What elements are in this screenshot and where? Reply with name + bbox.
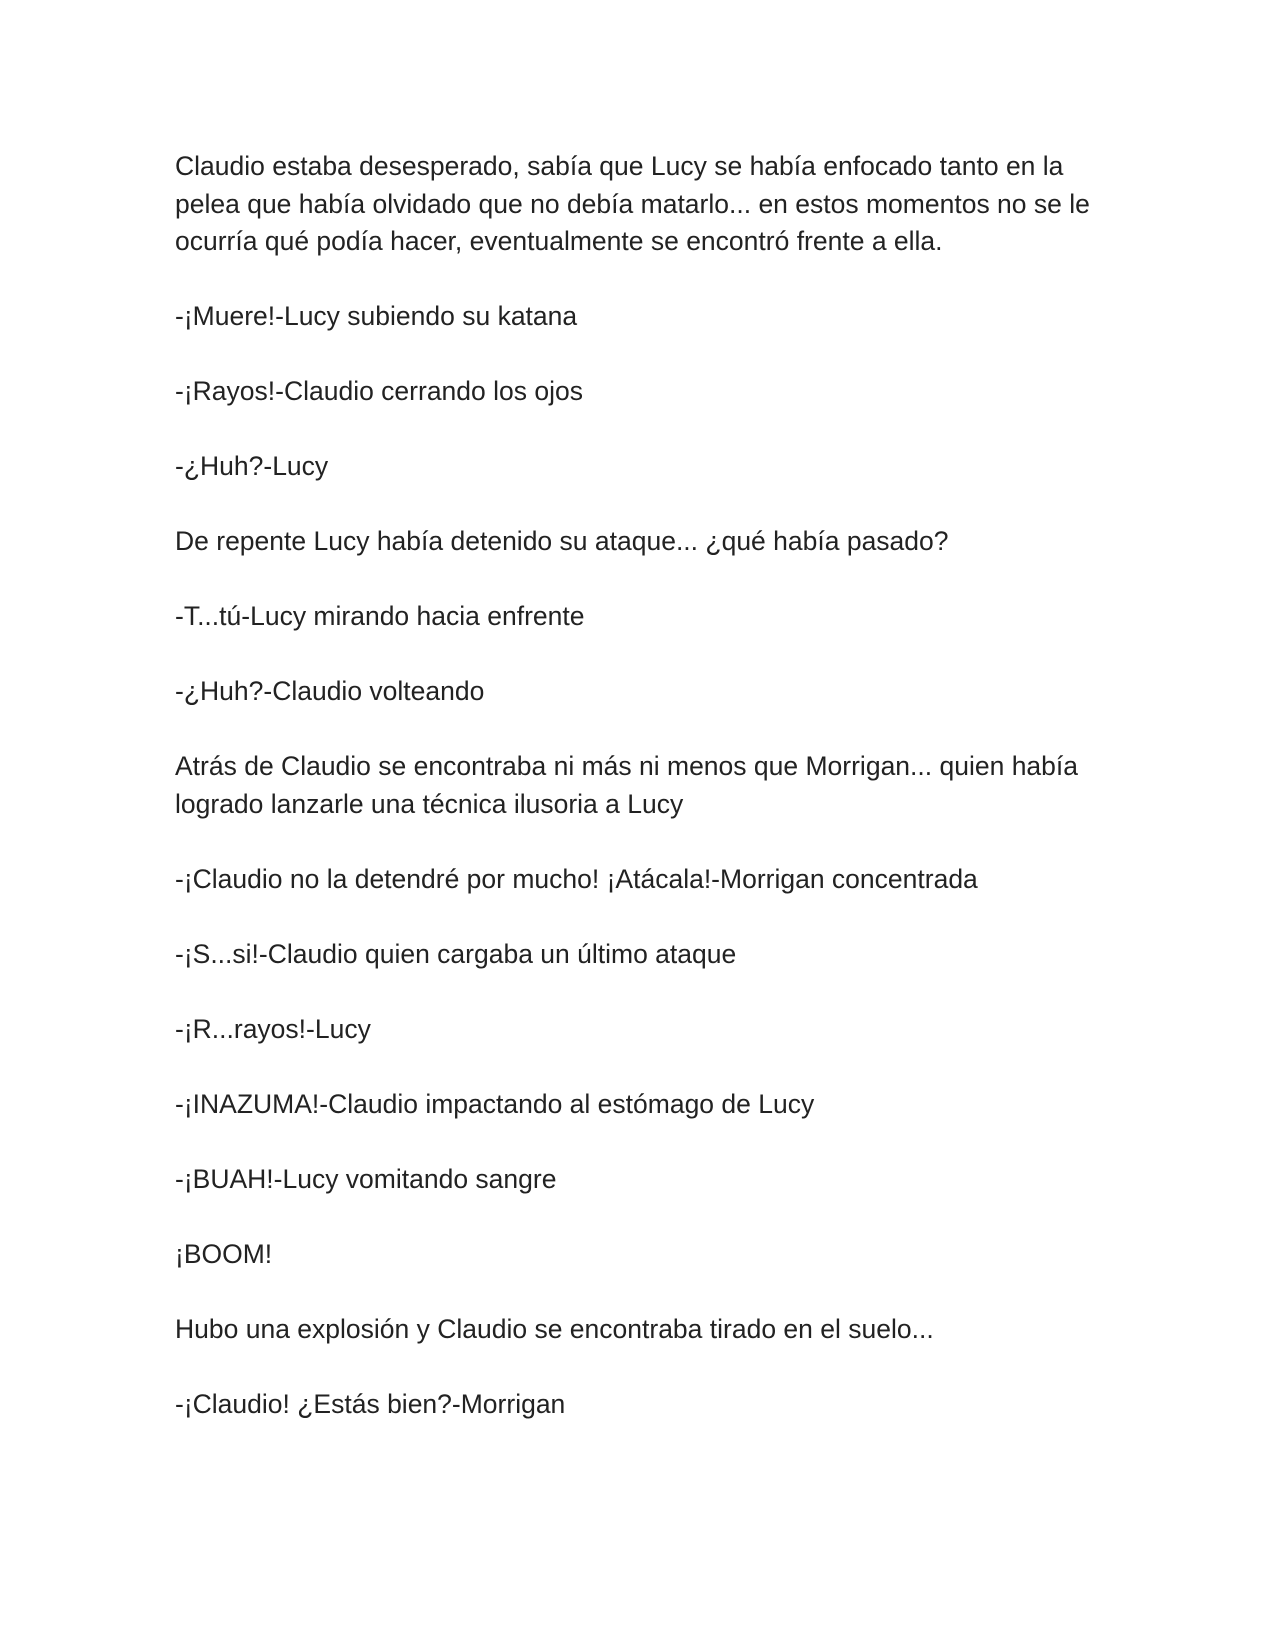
paragraph: -¡R...rayos!-Lucy [175,1013,371,1044]
paragraph: ¡BOOM! [175,1238,273,1269]
paragraph: -¡S...si!-Claudio quien cargaba un último ataque [175,938,737,969]
paragraph: Claudio estaba desesperado, sabía que Lucy se había enfocado tanto en la pelea que había olvidado que no debía matarlo... en estos momentos no se le ocurría qué podía hacer, eventualmente se encontró frente a ella. [175,151,1090,256]
paragraph: Hubo una explosión y Claudio se encontraba tirado en el suelo... [175,1313,934,1344]
paragraph: -¡BUAH!-Lucy vomitando sangre [175,1163,557,1194]
paragraph: -¡INAZUMA!-Claudio impactando al estómago de Lucy [175,1088,815,1119]
paragraph: -¡Rayos!-Claudio cerrando los ojos [175,376,583,406]
paragraph: -¿Huh?-Claudio volteando [175,676,485,706]
paragraph: Atrás de Claudio se encontraba ni más ni menos que Morrigan... quien había logrado lanzarle una técnica ilusoria a Lucy [175,751,1079,819]
paragraph: De repente Lucy había detenido su ataque... ¿qué había pasado? [175,526,949,556]
paragraph: -¡Claudio no la detendré por mucho! ¡Atácala!-Morrigan concentrada [175,863,978,894]
paragraph: -¡Muere!-Lucy subiendo su katana [175,301,578,331]
paragraph: -¡Claudio! ¿Estás bien?-Morrigan [175,1388,566,1419]
paragraph: -¿Huh?-Lucy [175,451,329,481]
paragraph: -T...tú-Lucy mirando hacia enfrente [175,601,585,631]
document-body [175,148,1105,1461]
